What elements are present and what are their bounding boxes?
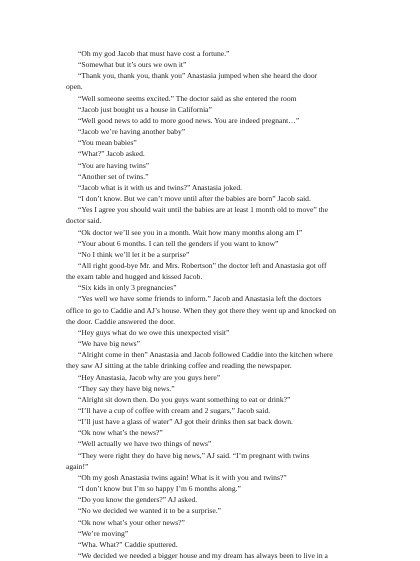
text-line: “Alright sit down then. Do you guys want something to eat or drink?” (78, 394, 291, 404)
text-line: “They were right they do have big news,” AJ said. “I’m pregnant with twins (78, 450, 310, 460)
text-line: “You mean babies” (78, 138, 137, 148)
text-line: “Your about 6 months. I can tell the genders if you want to know” (78, 238, 279, 248)
text-line: open. (66, 82, 83, 92)
text-line: “Well good news to add to more good news. You are indeed pregnant…” (78, 115, 300, 125)
text-line: “Well someone seems excited.” The doctor said as she entered the room (78, 93, 297, 103)
text-line: “I’ll just have a glass of water” AJ got their drinks then sat back down. (78, 417, 293, 427)
text-line: “Do you know the genders?” AJ asked. (78, 495, 198, 505)
text-line: “What?” Jacob asked. (78, 149, 145, 159)
text-line: “Hey guys what do we owe this unexpected visit” (78, 327, 230, 337)
text-line: “Somewhat but it’s ours we own it” (78, 60, 187, 70)
text-line: “Wha. What?” Caddie sputtered. (78, 539, 178, 549)
text-line: “All right good-bye Mr. and Mrs. Robertson” the doctor left and Anastasia got off (78, 260, 327, 270)
text-line: “Jacob we’re having another baby” (78, 127, 186, 137)
text-line: “Ok doctor we’ll see you in a month. Wait how many months along am I” (78, 227, 303, 237)
text-line: “I’ll have a cup of coffee with cream and 2 sugars,” Jacob said. (78, 406, 271, 415)
text-line: “I don’t know. But we can’t move until after the babies are born” Jacob said. (78, 194, 311, 204)
text-line: “Six kids in only 3 pregnancies” (78, 283, 177, 293)
text-line: “Yes I agree you should wait until the babies are at least 1 month old to move” the (78, 205, 328, 215)
text-line: “We decided we needed a bigger house and my dream has always been to live in a (78, 551, 328, 561)
text-line: “They say they have big news.” (78, 383, 175, 393)
text-line: “No I think we’ll let it be a surprise” (78, 249, 190, 259)
text-line: “Yes well we have some friends to inform.” Jacob and Anastasia left the doctors (78, 294, 322, 304)
text-line: “Jacob what is it with us and twins?” Anastasia joked. (78, 182, 243, 192)
text-line: again!” (66, 461, 89, 471)
text-line: “No we decided we wanted it to be a surprise.” (78, 506, 221, 516)
body-text (66, 48, 354, 561)
text-line: “Well actually we have two things of news” (78, 439, 212, 449)
text-line: the door. Caddie answered the door. (66, 316, 176, 326)
text-line: “We have big news” (78, 339, 141, 349)
text-line: the exam table and hugged and kissed Jacob. (66, 272, 203, 282)
text-line: “We’re moving” (78, 528, 129, 538)
text-line: “You are having twins” (78, 160, 150, 170)
text-line: “Ok now what’s the news?” (78, 428, 163, 438)
text-line: office to go to Caddie and AJ’s house. When they got there they went up and knocked on (66, 305, 337, 315)
text-line: “Ok now what’s your other news?” (78, 517, 185, 527)
text-line: “Jacob just bought us a house in California” (78, 104, 212, 114)
text-line: “Another set of twins.” (78, 171, 149, 181)
text-line: “I don’t know but I’m so happy I’m 6 months along.” (78, 484, 241, 494)
text-line: “Hey Anastasia, Jacob why are you guys here” (78, 372, 221, 382)
text-line: “Alright come in then” Anastasia and Jacob followed Caddie into the kitchen where (78, 350, 333, 360)
text-line: “Oh my god Jacob that must have cost a fortune.” (78, 49, 230, 58)
text-line: “Thank you, thank you, thank you” Anastasia jumped when she heard the door (78, 71, 318, 81)
text-line: doctor said. (66, 216, 102, 226)
text-line: they saw AJ sitting at the table drinking coffee and reading the newspaper. (66, 361, 292, 371)
text-line: “Oh my gosh Anastasia twins again! What is it with you and twins?” (78, 472, 287, 482)
